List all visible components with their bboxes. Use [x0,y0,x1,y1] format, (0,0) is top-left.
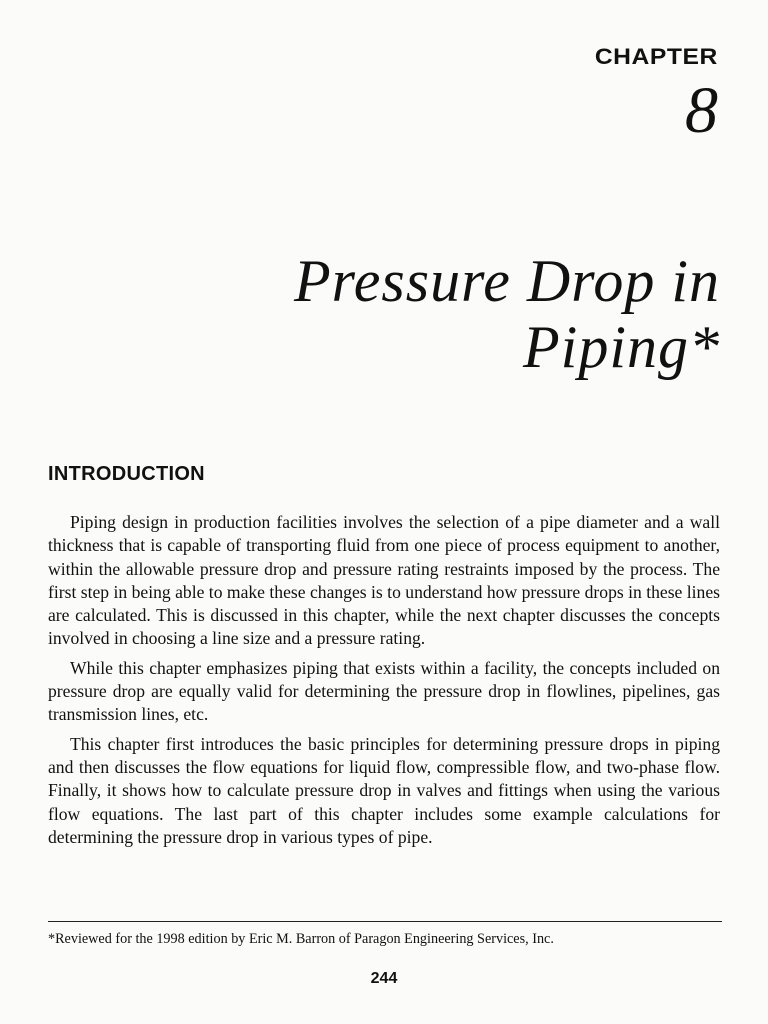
chapter-title [294,248,720,380]
page-number: 244 [370,970,398,987]
paragraph: While this chapter emphasizes piping that exists within a facility, the concepts included on pressure drop are equally valid for determining the pressure drop in flowlines, pipelines, gas transmission lines, etc. [48,657,720,725]
chapter-title-line-2: Piping* [523,314,720,380]
paragraph: Piping design in production facilities involves the selection of a pipe diameter and a wall thickness that is capable of transporting fluid from one piece of process equipment to another, within the allowable pressure drop and pressure rating restraints imposed by the process. The first step in being able to make these changes is to understand how pressure drops in these lines are calculated. This is discussed in this chapter, while the next chapter discusses the concepts involved in choosing a line size and a pressure rating. [48,512,720,649]
chapter-number: 8 [685,74,718,147]
footnote-divider [48,921,722,922]
section-heading: INTRODUCTION [48,463,205,485]
body-text [48,511,720,855]
paragraph: This chapter first introduces the basic principles for determining pressure drops in piping and then discusses the flow equations for liquid flow, compressible flow, and two-phase flow. Finally, it shows how to calculate pressure drop in valves and fittings when using the various flow equations. The last part of this chapter includes some example calculations for determining the pressure drop in various types of pipe. [48,733,720,847]
chapter-label: CHAPTER [594,44,718,69]
chapter-title-line-1: Pressure Drop in [294,248,720,314]
footnote: *Reviewed for the 1998 edition by Eric M. Barron of Paragon Engineering Services, Inc. [48,931,554,947]
